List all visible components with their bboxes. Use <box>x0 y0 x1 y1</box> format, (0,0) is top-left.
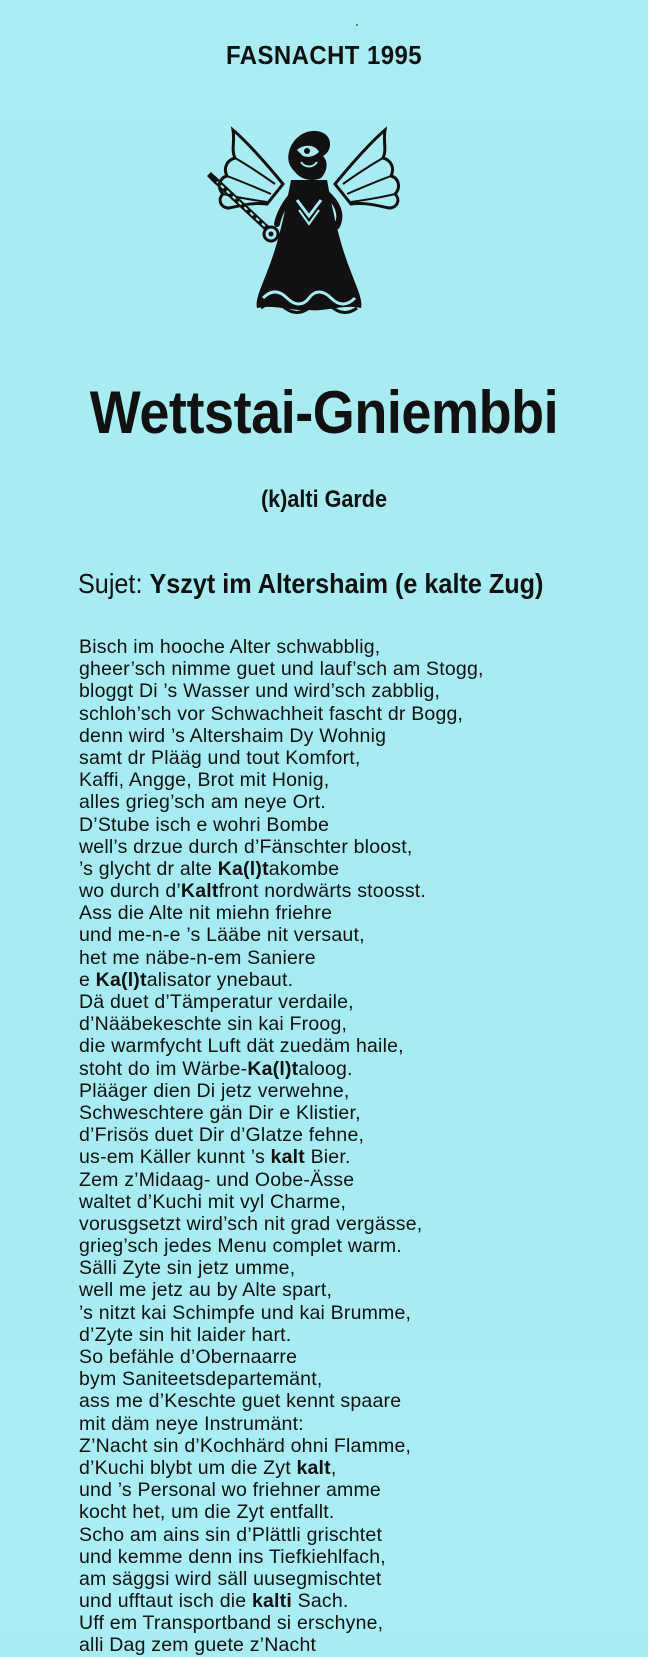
poem-emphasis: kalt <box>296 1456 331 1479</box>
poem-line <box>79 1035 599 1057</box>
poem-emphasis: kalti <box>251 1590 292 1613</box>
poem-line <box>79 1546 599 1568</box>
group-title: Wettstai-Gniembbi <box>89 379 559 446</box>
poem-text: bloggt Di ’s Wasser und wird’sch zabblig, <box>79 680 441 703</box>
poem-text: und ’s Personal wo friehner amme <box>79 1479 381 1502</box>
poem-text: vorusgsetzt wird’sch nit grad vergässe, <box>79 1212 423 1235</box>
poem-text: grieg’sch jedes Menu complet warm. <box>79 1235 402 1258</box>
poem-emphasis: Ka(l)t <box>217 857 269 880</box>
poem-line <box>79 1501 599 1523</box>
poem-line <box>79 1524 599 1546</box>
poem-line <box>79 769 599 791</box>
poem-line <box>79 658 599 680</box>
poem-line <box>79 1413 599 1435</box>
poem-line <box>79 924 599 946</box>
poem-text: kocht het, um die Zyt entfallt. <box>79 1501 335 1524</box>
poem-line <box>79 947 599 969</box>
poem-line <box>79 703 599 725</box>
poem-text: d’Zyte sin hit laider hart. <box>79 1323 292 1346</box>
poem-line <box>79 1279 599 1301</box>
poem-line <box>79 969 599 991</box>
sujet-heading <box>78 568 543 600</box>
poem-line <box>79 1568 599 1590</box>
poem-line <box>79 858 599 880</box>
poem-line <box>79 636 599 658</box>
poem-line <box>79 680 599 702</box>
poem-text: d’Frisös duet Dir d’Glatze fehne, <box>79 1124 365 1147</box>
poem-line <box>79 1124 599 1146</box>
poem-text: front nordwärts stoosst. <box>218 880 427 903</box>
poem-text: schloh’sch vor Schwachheit fascht dr Bogg, <box>79 702 464 725</box>
poem-text: gheer’sch nimme guet und lauf’sch am Stogg, <box>79 658 484 681</box>
paper-speck <box>356 24 358 26</box>
poem-line <box>79 1435 599 1457</box>
poem-line <box>79 1146 599 1168</box>
poem-text: wo durch d’ <box>79 880 181 903</box>
poem-text: Kaffi, Angge, Brot mit Honig, <box>79 769 330 792</box>
poem-text: Bisch im hooche Alter schwabblig, <box>79 636 381 658</box>
poem-line <box>79 1346 599 1368</box>
poem-line <box>79 1634 599 1656</box>
poem-text: D’Stube isch e wohri Bombe <box>79 813 330 836</box>
poem-line <box>79 1612 599 1634</box>
poem-line <box>79 1368 599 1390</box>
poem-text: d’Nääbekeschte sin kai Froog, <box>79 1013 348 1036</box>
poem-text: Dä duet d’Tämperatur verdaile, <box>79 991 354 1013</box>
poem-text: Ass die Alte nit miehn friehre <box>79 902 333 925</box>
poem-text: , <box>330 1456 337 1479</box>
event-heading: FASNACHT 1995 <box>225 40 423 70</box>
poem-text: Schweschtere gän Dir e Klistier, <box>79 1101 361 1124</box>
group-subtitle: (k)alti Garde <box>260 486 388 513</box>
poem-text: us-em Käller kunnt ’s <box>79 1146 271 1169</box>
poem-text: well me jetz au by Alte spart, <box>79 1279 333 1302</box>
poem-line <box>79 1235 599 1257</box>
poem-text: So befähle d’Obernaarre <box>79 1346 298 1368</box>
poem-line <box>79 902 599 924</box>
poem-line <box>79 1390 599 1412</box>
poem-text: alisator ynebaut. <box>146 968 294 991</box>
poem-emphasis: Ka(l)t <box>247 1057 299 1080</box>
poem-text: samt dr Plääg und tout Komfort, <box>79 746 361 769</box>
poem-text: Scho am ains sin d’Plättli grischtet <box>79 1523 383 1546</box>
poem-line <box>79 991 599 1013</box>
poem-text: aloog. <box>298 1057 353 1080</box>
poem-line <box>79 747 599 769</box>
poem-text: und me-n-e ’s Lääbe nit versaut, <box>79 924 365 947</box>
poem-emphasis: kalt <box>270 1146 305 1169</box>
sujet-title: Yszyt im Altershaim (e kalte Zug) <box>149 568 544 599</box>
poem-text: ’s nitzt kai Schimpfe und kai Brumme, <box>79 1301 412 1324</box>
poem-text: mit däm neye Instrumänt: <box>79 1412 304 1435</box>
poem-text: und ufftaut isch die <box>79 1590 252 1613</box>
poem-text: alli Dag zem guete z’Nacht <box>79 1634 317 1657</box>
poem-line <box>79 1590 599 1612</box>
poem-text: ’s glycht dr alte <box>79 857 218 880</box>
winged-devil-figure-icon <box>205 122 413 332</box>
poem-line <box>79 725 599 747</box>
poem-line <box>79 1191 599 1213</box>
poem-emphasis: Ka(l)t <box>95 968 147 991</box>
poem-text: Zem z’Midaag- und Oobe-Ässe <box>79 1168 355 1191</box>
poem-text: well’s drzue durch d’Fänschter bloost, <box>79 835 413 858</box>
poem-text: alles grieg’sch am neye Ort. <box>79 791 326 814</box>
poem-line <box>79 1302 599 1324</box>
poem-line <box>79 1102 599 1124</box>
poem-line <box>79 880 599 902</box>
poem-text: Sach. <box>292 1590 349 1613</box>
poem-text: Uff em Transportband si erschyne, <box>79 1612 384 1635</box>
poem-line <box>79 1080 599 1102</box>
poem-text: und kemme denn ins Tiefkiehlfach, <box>79 1545 386 1568</box>
sujet-label: Sujet: <box>78 568 150 599</box>
poem-line <box>79 1324 599 1346</box>
poem-text: Z’Nacht sin d’Kochhärd ohni Flamme, <box>79 1434 412 1457</box>
poem-line <box>79 1058 599 1080</box>
poem-text: am säggsi wird säll uusegmischtet <box>79 1567 382 1590</box>
poem-line <box>79 1013 599 1035</box>
poem-line <box>79 1213 599 1235</box>
poem-text: Sälli Zyte sin jetz umme, <box>79 1257 296 1280</box>
poem-text: e <box>79 968 96 991</box>
poem-line <box>79 1169 599 1191</box>
poem-line <box>79 1257 599 1279</box>
poem-line <box>79 814 599 836</box>
poem-text: het me näbe-n-em Saniere <box>79 946 316 969</box>
poem-line <box>79 791 599 813</box>
poem-text: akombe <box>268 857 340 880</box>
poem-text: ass me d’Keschte guet kennt spaare <box>79 1390 402 1413</box>
poem-line <box>79 1479 599 1501</box>
poem-line <box>79 1457 599 1479</box>
poem-text: stoht do im Wärbe- <box>79 1057 248 1080</box>
poem-body <box>79 636 599 1657</box>
poem-text: Plääger dien Di jetz verwehne, <box>79 1079 350 1102</box>
poem-line <box>79 836 599 858</box>
poem-text: die warmfycht Luft dät zuedäm haile, <box>79 1035 404 1058</box>
poem-text: Bier. <box>304 1146 351 1169</box>
poem-text: bym Saniteetsdepartemänt, <box>79 1368 323 1391</box>
poem-emphasis: Kalt <box>180 880 219 903</box>
poem-text: d’Kuchi blybt um die Zyt <box>79 1456 297 1479</box>
poem-text: denn wird ’s Altershaim Dy Wohnig <box>79 724 387 747</box>
poem-text: waltet d’Kuchi mit vyl Charme, <box>79 1190 347 1213</box>
